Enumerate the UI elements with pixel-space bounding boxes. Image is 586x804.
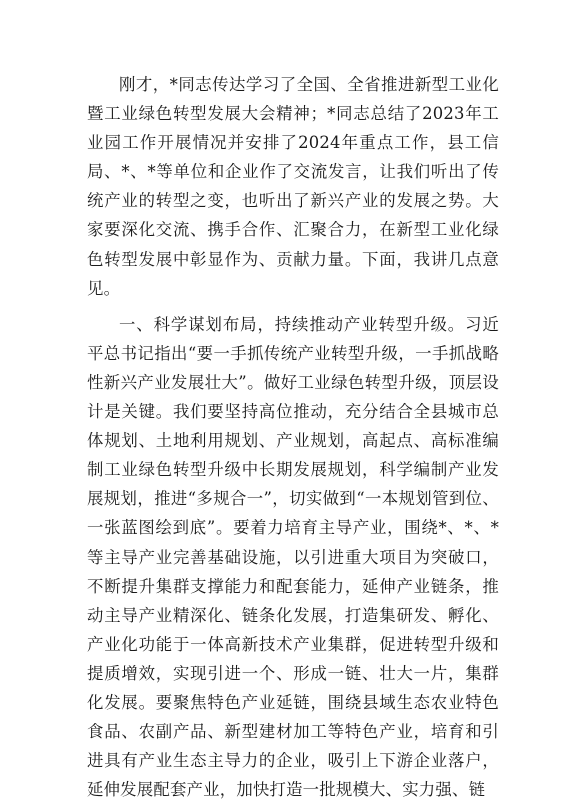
paragraph-section-one: 一、科学谋划布局，持续推动产业转型升级。习近平总书记指出“要一手抓传统产业转型升级，一手抓战略性新兴产业发展壮大”。做好工业绿色转型升级，顶层设计是关键。我们要坚持高位推动，充分结合全县城市总体规划、土地利用规划、产业规划，高起点、高标准编制工业绿色转型升级中长期发展规划，科学编制产业发展规划，推进“多规合一”，切实做到“一本规划管到位、一张蓝图绘到底”。要着力培育主导产业，围绕*、*、*等主导产业完善基础设施，以引进重大项目为突破口，不断提升集群支撑能力和配套能力，延伸产业链条，推动主导产业精深化、链条化发展，打造集研发、孵化、产业化功能于一体高新技术产业集群，促进转型升级和提质增效，实现引进一个、形成一链、壮大一片，集群化发展。要聚焦特色产业延链，围绕县域生态农业特色食品、农副产品、新型建材加工等特色产业，培育和引进具有产业生态主导力的企业，吸引上下游企业落户，延伸发展配套产业，加快打造一批规模大、实力强、链 [87,314,499,800]
paragraph-opening: 刚才，*同志传达学习了全国、全省推进新型工业化暨工业绿色转型发展大会精神；*同志总结了2023年工业园工作开展情况并安排了2024年重点工作，县工信局、*、*等单位和企业作了交流发言，让我们听出了传统产业的转型之变，也听出了新兴产业的发展之势。大家要深化交流、携手合作、汇聚合力，在新型工业化绿色转型发展中彰显作为、贡献力量。下面，我讲几点意见。 [87,75,499,298]
document-body [87,70,499,804]
